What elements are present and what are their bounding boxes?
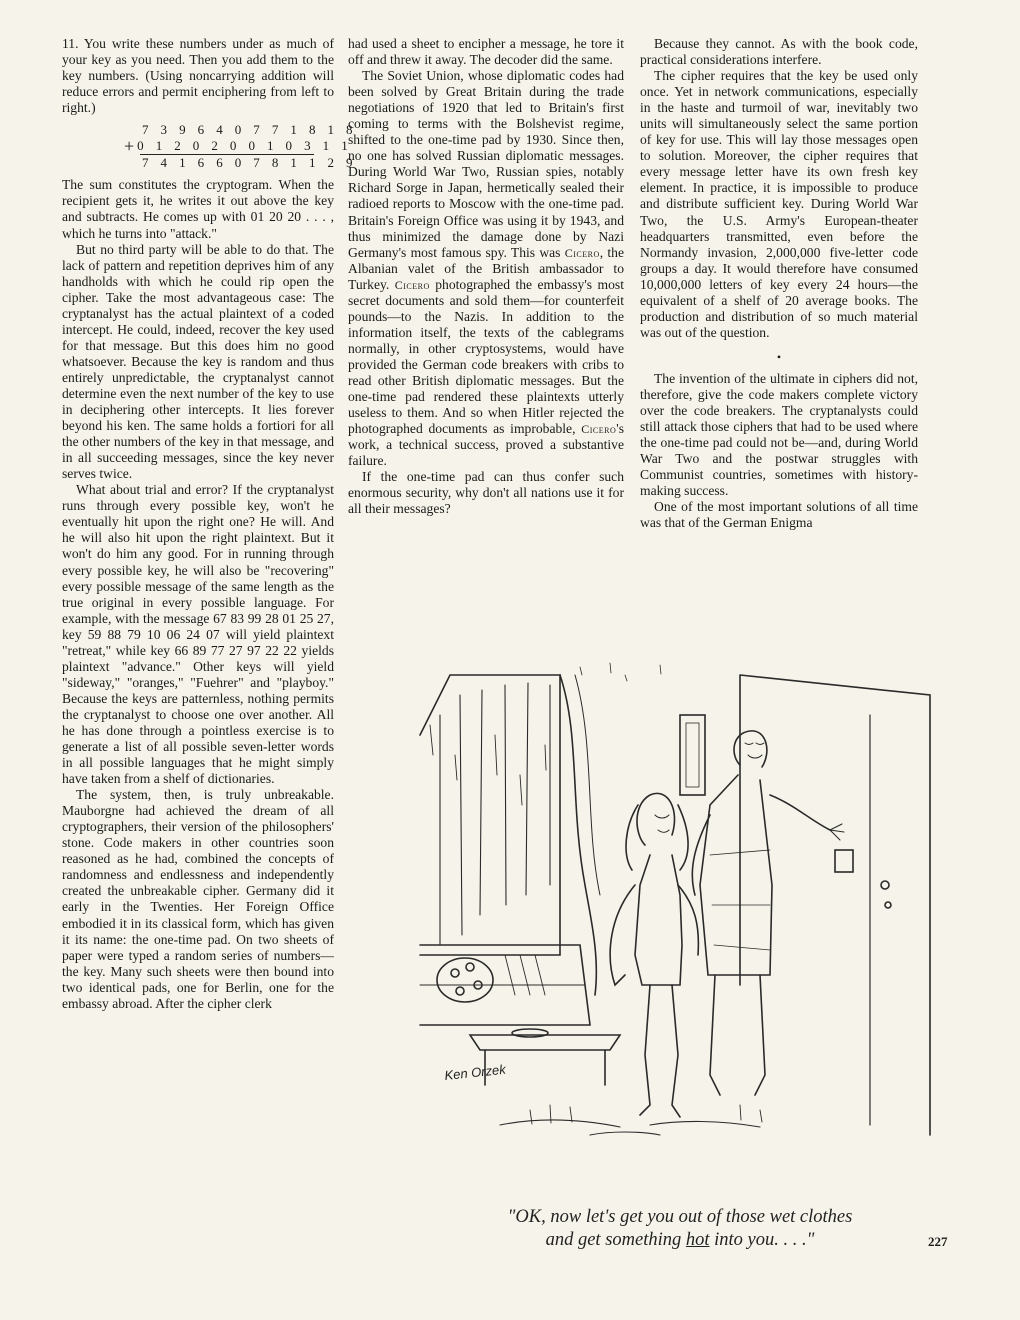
cartoon-illustration bbox=[410, 655, 950, 1145]
page-number: 227 bbox=[928, 1234, 948, 1249]
small-caps-name: Cicero bbox=[581, 422, 617, 437]
small-caps-name: Cicero bbox=[394, 277, 430, 292]
column-middle bbox=[348, 36, 624, 517]
caption-line: "OK, now let's get you out of those wet clothes bbox=[507, 1207, 853, 1227]
paragraph: had used a sheet to encipher a message, he tore it off and threw it away. The decoder did the same. bbox=[348, 36, 624, 68]
paragraph: 11. You write these numbers under as much of your key as you need. Then you add them to the key numbers. (Using noncarrying addition will reduce errors and permit enciphering from left to right.) bbox=[62, 36, 334, 116]
sum-key-row: 0 1 2 0 2 0 0 1 0 3 1 1 bbox=[137, 138, 353, 154]
paragraph: The Soviet Union, whose diplomatic codes had been solved by Great Britain during the trade negotiations of 1920 that led to Britain's first coming to terms with the Bolshevist regime, shifted to the one-time pad by 1930. Since then, no one has solved Russian diplomatic messages. During World War Two, Russian spies, notably Richard Sorge in Japan, hermetically sealed their radioed reports to Moscow with the one-time pad. Britain's Foreign Office was using it by 1943, and thus minimized the damage done by Nazi Germany's most famous spy. This was Cicero, the Albanian valet of the British ambassador to Turkey. Cicero photographed the embassy's most secret documents and sold them—for counterfeit pounds—to the Nazis. In addition to the information itself, the texts of the cablegrams normally, in other cryptosystems, would have provided the German code breakers with cribs to read other British diplomatic messages. But the one-time pad rendered these plaintexts utterly useless to them. And so when Hitler rejected the photographed documents as improbable, Cicero's work, a technical success, proved a substantive failure. bbox=[348, 68, 624, 469]
column-left bbox=[62, 36, 357, 1012]
column-right bbox=[640, 36, 918, 531]
emphasized-word: hot bbox=[685, 1230, 710, 1250]
paragraph: If the one-time pad can thus confer such enormous security, why don't all nations use it for all their messages? bbox=[348, 469, 624, 517]
cartoonist-signature: Ken Orzek bbox=[443, 1061, 507, 1083]
addition-example bbox=[62, 122, 357, 171]
paragraph: The system, then, is truly unbreakable. Mauborgne had achieved the dream of all cryptographers, their version of the philosophers' stone. Code makers in other countries soon reasoned as he had, combined the concepts of randomness and endlessness and independently created the unbreakable cipher. Germany did it early in the Twenties. Her Foreign Office embodied it in its classical form, which has given it its name: the one-time pad. On two sheets of paper were typed a random series of numbers—the key. Many such sheets were then bound into two identical pads, one for Berlin, one for the embassy abroad. After the cipher clerk bbox=[62, 787, 334, 1011]
small-caps-name: Cicero bbox=[564, 245, 600, 260]
paragraph: The sum constitutes the cryptogram. When the recipient gets it, he writes it out above the key and subtracts. He comes up with 01 20 20 . . . , which he turns into "attack." bbox=[62, 177, 334, 241]
paragraph: One of the most important solutions of all time was that of the German Enigma bbox=[640, 499, 918, 531]
paragraph: The invention of the ultimate in ciphers did not, therefore, give the code makers complete victory over the code breakers. The cryptanalysts could still attack those ciphers that had to be used where the one-time pad could not be—and, during World War Two and the postwar struggles with Communist countries, sometimes with history-making success. bbox=[640, 370, 918, 499]
caption-line: and get something hot into you. . . ." bbox=[545, 1230, 815, 1250]
section-bullet: • bbox=[776, 349, 782, 364]
plus-sign: + bbox=[124, 136, 135, 157]
paragraph: But no third party will be able to do that. The lack of pattern and repetition deprives him of any handholds with which he could rip open the cipher. Take the most advantageous case: The cryptanalyst has the actual plaintext of a coded intercept. He could, indeed, recover the key used for that message. But this does him no good whatsoever. Because the key is random and thus entirely unpredictable, the cryptanalyst cannot determine even the next number of the key to use in deciphering other intercepts. It lies forever beyond his ken. The same holds a fortiori for all the other numbers of the key in that message, and in all succeeding messages, since the key never serves twice. bbox=[62, 241, 334, 482]
paragraph: What about trial and error? If the cryptanalyst runs through every possible key, won't he eventually hit upon the right one? He will. And he will also hit upon the right plaintext. But it won't do him any good. For in running through every possible key, he will also be "recovering" every possible message of the same length as the true original in every possible language. For example, with the message 67 83 99 28 01 25 27, key 59 88 79 10 06 24 07 will yield plaintext "retreat," while key 66 89 77 27 97 22 22 yields plaintext "advance." Other keys will yield "sideway," "oranges," "Fuehrer" and "playboy." Because the keys are patternless, nothing permits the cryptanalyst to choose one over another. All he has done through a pointless exercise is to generate a list of all possible seven-letter words in all possible languages that he might simply have taken from a shelf of dictionaries. bbox=[62, 482, 334, 787]
sum-result-row: 7 4 1 6 6 0 7 8 1 1 2 9 bbox=[142, 155, 357, 171]
cartoon-caption bbox=[420, 1206, 940, 1252]
sum-plaintext-row: 7 3 9 6 4 0 7 7 1 8 1 8 bbox=[142, 122, 357, 138]
paragraph: Because they cannot. As with the book code, practical considerations interfere. bbox=[640, 36, 918, 68]
paragraph: The cipher requires that the key be used only once. Yet in network communications, especially in the haste and turmoil of war, inevitably two units will simultaneously select the same portion of key for use. This will lay those messages open to solution. Moreover, the cipher requires that every message letter have its own fresh key element. In practice, it is impossible to produce and distribute sufficient key. During World War Two, the U.S. Army's European-theater headquarters transmitted, even before the Normandy invasion, 2,000,000 five-letter code groups a day. It would therefore have consumed 10,000,000 letters of key every 24 hours—the equivalent of a shelf of 20 average books. The production and distribution of so much material was out of the question. bbox=[640, 68, 918, 340]
